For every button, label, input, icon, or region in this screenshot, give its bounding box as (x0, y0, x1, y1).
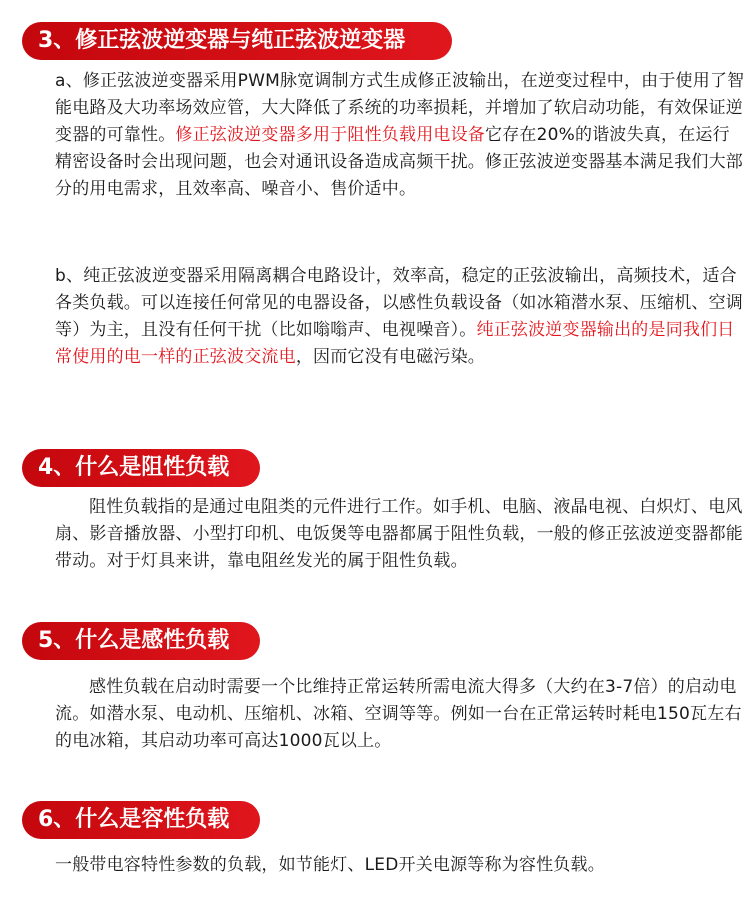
section-5-header: 5、什么是感性负载 (22, 622, 260, 660)
section-6-header: 6、什么是容性负载 (22, 801, 260, 839)
paragraph-a-highlight: 修正弦波逆变器多用于阻性负载用电设备 (175, 125, 486, 145)
section-6-paragraph: 一般带电容特性参数的负载，如节能灯、LED开关电源等称为容性负载。 (55, 855, 605, 875)
paragraph-b-highlight: 纯正弦波逆变器输出的是同我们日常使用的电一样的正弦波交流电 (55, 320, 735, 367)
paragraph-b-text: b、纯正弦波逆变器采用隔离耦合电路设计，效率高，稳定的正弦波输出，高频技术，适合各类负载。可以连接任何常见的电器设备，以感性负载设备（如冰箱潜水泵、压缩机、空调等）为主，且没有任何干扰（比如嗡嗡声、电视噪音）。 (55, 266, 743, 340)
section-3-header: 3、修正弦波逆变器与纯正弦波逆变器 (22, 22, 452, 60)
paragraph-a-text: a、修正弦波逆变器采用PWM脉宽调制方式生成修正波输出，在逆变过程中，由于使用了智能电路及大功率场效应管，大大降低了系统的功率损耗，并增加了软启动功能，有效保证逆变器的可靠性。 (55, 71, 745, 145)
section-3-paragraph-b (55, 263, 745, 371)
section-4-header: 4、什么是阻性负载 (22, 449, 260, 487)
paragraph-b-text-cont: ，因而它没有电磁污染。 (295, 347, 486, 367)
section-5-paragraph: 感性负载在启动时需要一个比维持正常运转所需电流大得多（大约在3-7倍）的启动电流。如潜水泵、电动机、压缩机、冰箱、空调等等。例如一台在正常运转时耗电150瓦左右的电冰箱，其启动功率可高达1000瓦以上。 (55, 677, 742, 751)
section-3-paragraph-a (55, 68, 745, 203)
paragraph-a-text-cont: 它存在20%的谐波失真，在运行精密设备时会出现问题，也会对通讯设备造成高频干扰。修正弦波逆变器基本满足我们大部分的用电需求，且效率高、噪音小、售价适中。 (55, 125, 743, 199)
section-4-paragraph: 阻性负载指的是通过电阻类的元件进行工作。如手机、电脑、液晶电视、白炽灯、电风扇、影音播放器、小型打印机、电饭煲等电器都属于阻性负载，一般的修正弦波逆变器都能带动。对于灯具来讲，靠电阻丝发光的属于阻性负载。 (55, 497, 743, 571)
